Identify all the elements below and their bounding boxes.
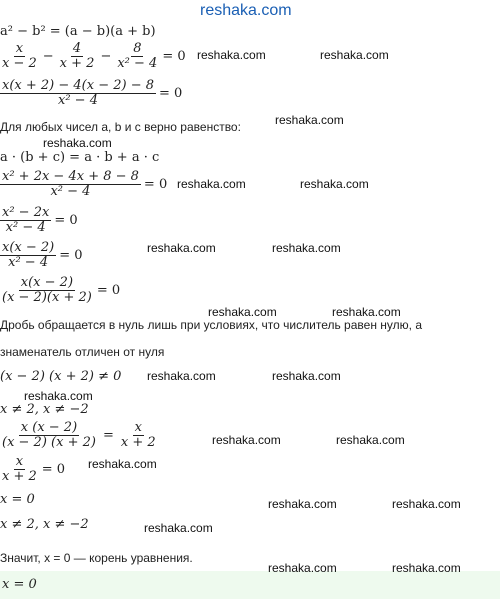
eq7-right-den: x + 2: [120, 435, 156, 450]
eq4-num: x² − 2x: [2, 205, 50, 220]
watermark: reshaka.com: [392, 561, 461, 575]
eq1-rhs: = 0: [162, 49, 186, 64]
eq1-frac3-num: 8: [133, 41, 142, 56]
eq2-den: x² − 4: [58, 93, 98, 108]
eq3-den: x² − 4: [50, 184, 91, 199]
restriction-1: x ≠ 2, x ≠ −2: [0, 402, 89, 417]
watermark: reshaka.com: [272, 241, 341, 255]
watermark: reshaka.com: [144, 521, 213, 535]
eq1-frac3-den: x² − 4: [117, 56, 158, 71]
watermark: reshaka.com: [275, 113, 344, 127]
watermark: reshaka.com: [43, 136, 112, 150]
eq2-num: x(x + 2) − 4(x − 2) − 8: [2, 78, 154, 93]
answer: x = 0: [2, 577, 37, 592]
equation-1: $\frac{x}{x - 2}$ − $\frac{4}{x + 2}$ − $\frac{8}{\text{x² − 4}}$ = 0: [2, 41, 186, 71]
eq5-rhs: = 0: [59, 248, 83, 263]
site-header[interactable]: reshaka.com: [200, 2, 292, 19]
equation-3: [0, 170, 167, 199]
eq2-rhs: = 0: [159, 86, 183, 101]
equation-6: [0, 276, 120, 305]
eq7-left-den: (x − 2) (x + 2): [2, 435, 96, 450]
eq3-rhs: = 0: [143, 177, 168, 192]
answer-box: [0, 571, 500, 599]
equation-2: [0, 79, 182, 108]
watermark: reshaka.com: [212, 433, 281, 447]
watermark: reshaka.com: [208, 305, 277, 319]
eq1-frac2-den: x + 2: [59, 56, 95, 71]
eq8-num: x: [15, 454, 24, 469]
eq1-frac1-num: x: [15, 41, 24, 56]
text-conclusion: Значит, x = 0 — корень уравнения.: [0, 551, 193, 565]
eq7-equals: =: [102, 428, 114, 443]
distributive-formula: a · (b + c) = a · b + a · c: [0, 150, 160, 165]
watermark: reshaka.com: [268, 497, 337, 511]
watermark: reshaka.com: [147, 241, 216, 255]
eq3-num: x² + 2x − 4x + 8 − 8: [2, 169, 139, 184]
watermark: reshaka.com: [332, 305, 401, 319]
eq7-right-num: x: [134, 420, 142, 435]
equation-8: [0, 455, 65, 484]
eq6-rhs: = 0: [96, 283, 121, 298]
equation-4: [0, 206, 78, 235]
eq1-frac1-den: x − 2: [2, 56, 37, 71]
eq4-den: x² − 4: [5, 220, 46, 235]
eq1-frac2-num: 4: [72, 41, 82, 56]
watermark: reshaka.com: [272, 369, 341, 383]
eq8-rhs: = 0: [41, 462, 66, 477]
watermark: reshaka.com: [300, 177, 369, 191]
solution: x = 0: [0, 492, 35, 507]
watermark: reshaka.com: [88, 457, 157, 471]
identity-formula: a² − b² = (a − b)(a + b): [0, 24, 156, 39]
watermark: reshaka.com: [268, 561, 337, 575]
equation-5: [0, 241, 83, 270]
watermark: reshaka.com: [392, 497, 461, 511]
eq6-num: x(x − 2): [20, 275, 74, 290]
watermark: reshaka.com: [197, 48, 266, 62]
eq6-den: (x − 2)(x + 2): [2, 290, 92, 305]
watermark: reshaka.com: [320, 48, 389, 62]
eq5-den: x² − 4: [8, 255, 49, 270]
eq5-num: x(x − 2): [2, 240, 55, 255]
eq4-rhs: = 0: [54, 213, 78, 228]
text-condition-2: знаменатель отличен от нуля: [0, 345, 165, 359]
watermark: reshaka.com: [177, 177, 246, 191]
denominator-condition: (x − 2) (x + 2) ≠ 0: [0, 369, 122, 384]
eq7-left-num: x (x − 2): [20, 420, 78, 435]
equation-7: [0, 421, 158, 450]
watermark: reshaka.com: [147, 369, 216, 383]
text-condition-1: Дробь обращается в нуль лишь при условиях, что числитель равен нулю, а: [0, 318, 422, 332]
watermark: reshaka.com: [336, 433, 405, 447]
eq8-den: x + 2: [2, 469, 37, 484]
text-distributive: Для любых чисел a, b и c верно равенство:: [0, 120, 241, 134]
restriction-2: x ≠ 2, x ≠ −2: [0, 517, 89, 532]
watermark: reshaka.com: [24, 389, 93, 403]
